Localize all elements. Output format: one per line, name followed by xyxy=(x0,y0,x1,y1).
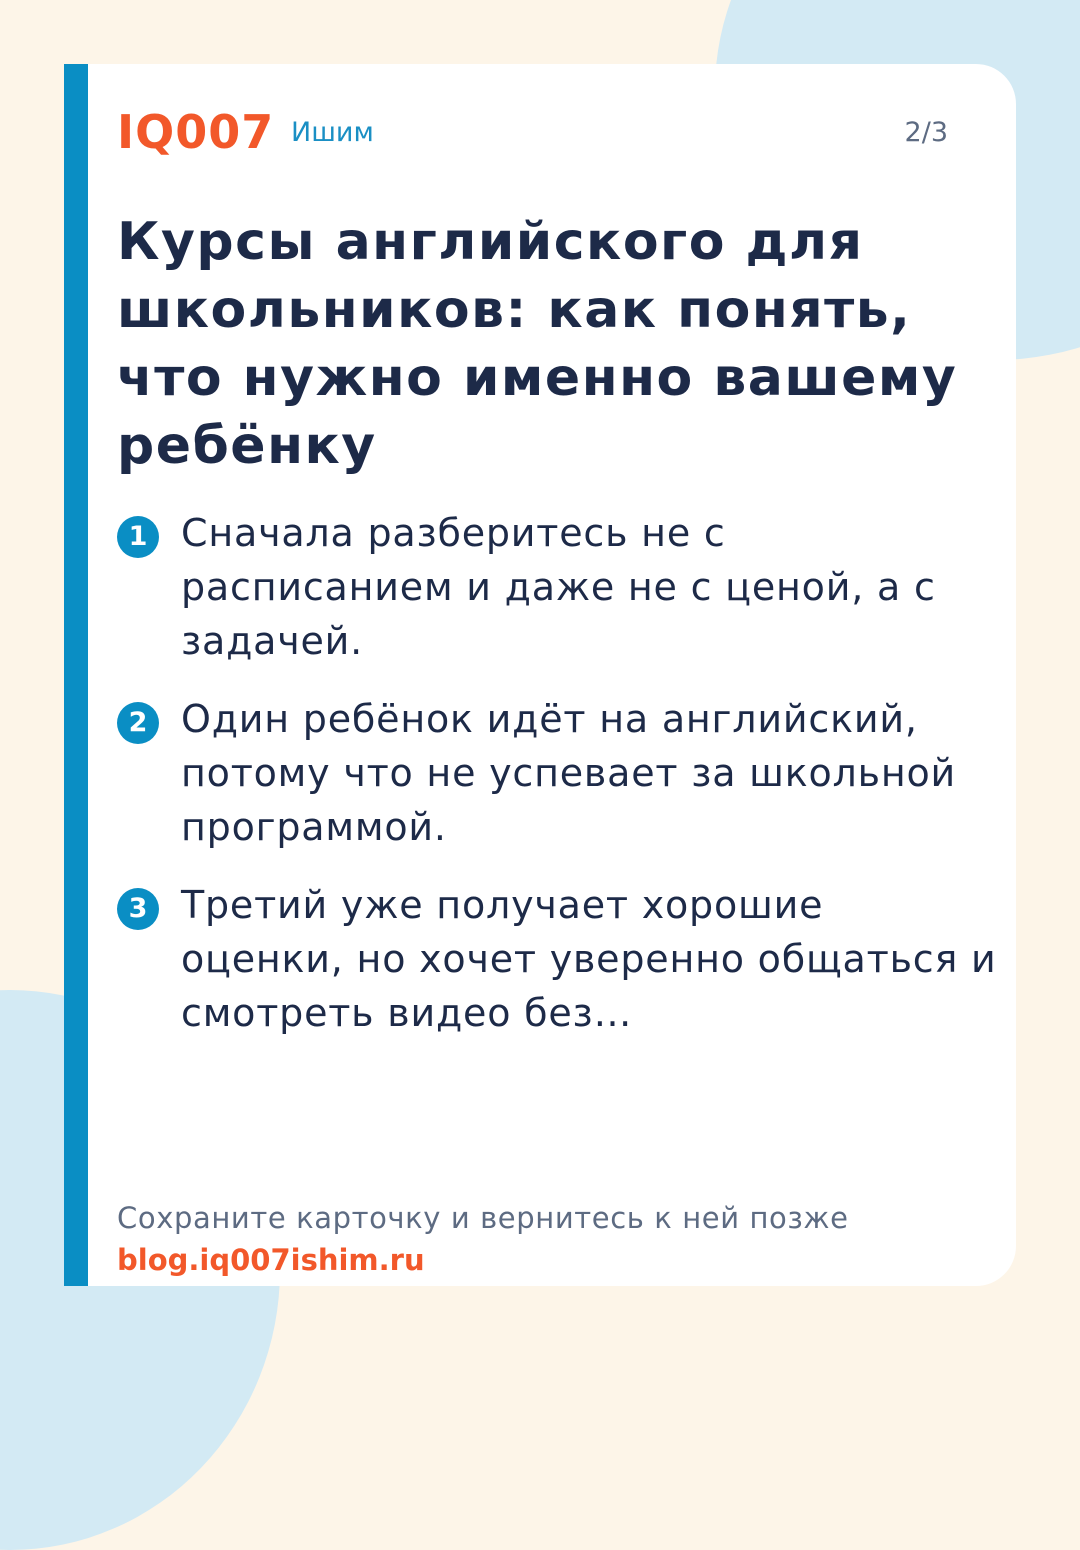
accent-bar xyxy=(64,64,88,1286)
points-list xyxy=(117,506,997,1064)
brand-logo: IQ007 xyxy=(117,105,275,159)
blog-link[interactable]: blog.iq007ishim.ru xyxy=(117,1243,425,1277)
list-item-text: Третий уже получает хорошие оценки, но хочет уверенно общаться и смотреть видео без… xyxy=(181,883,997,1035)
content-card xyxy=(64,64,1016,1286)
city-label: Ишим xyxy=(291,117,374,148)
page-counter: 2/3 xyxy=(904,117,948,148)
list-item xyxy=(117,878,997,1040)
card-title: Курсы английского для школьников: как понять, что нужно именно вашему ребёнку xyxy=(117,212,958,476)
list-item-text: Сначала разберитесь не с расписанием и даже не с ценой, а с задачей. xyxy=(181,511,936,663)
list-item xyxy=(117,506,997,668)
list-item-text: Один ребёнок идёт на английский, потому что не успевает за школьной программой. xyxy=(181,697,957,849)
number-badge: 3 xyxy=(117,888,159,930)
number-badge: 2 xyxy=(117,702,159,744)
footer-note: Сохраните карточку и вернитесь к ней позже xyxy=(117,1201,849,1235)
list-item xyxy=(117,692,997,854)
number-badge: 1 xyxy=(117,516,159,558)
